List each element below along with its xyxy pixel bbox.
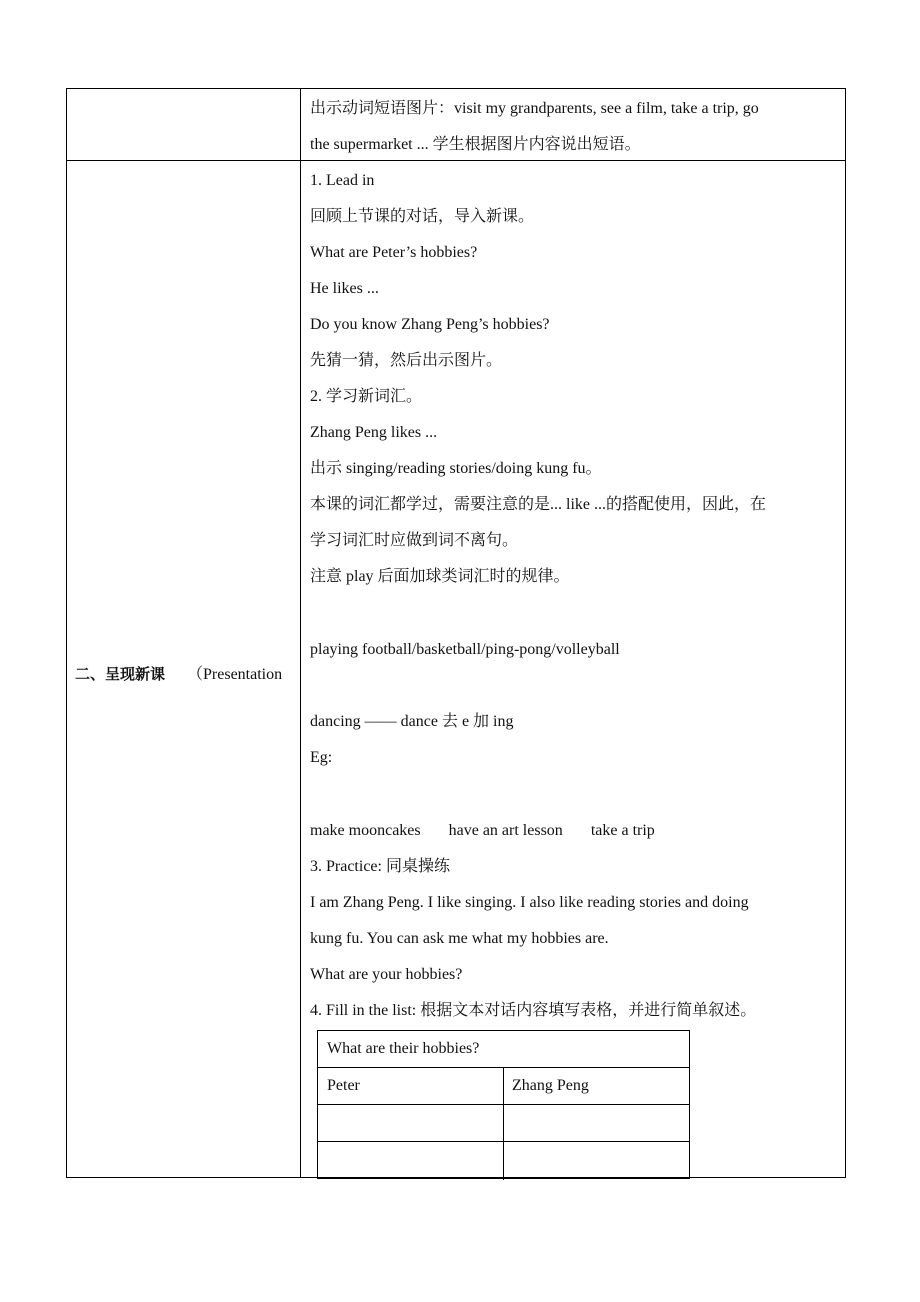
example-phrase: make mooncakes	[310, 822, 421, 839]
section-label-cn: 二、呈现新课	[75, 665, 166, 683]
section-label-en: （Presentation	[187, 666, 283, 683]
vocab-heading: 2. 学习新词汇。	[310, 388, 423, 405]
content-line: I am Zhang Peng. I like singing. I also like reading stories and doing	[310, 894, 749, 911]
content-line: dancing —— dance 去 e 加 ing	[310, 713, 514, 730]
content-line: kung fu. You can ask me what my hobbies are.	[310, 930, 609, 947]
example-phrase: have an art lesson	[448, 822, 563, 839]
content-line: Do you know Zhang Peng’s hobbies?	[310, 316, 550, 333]
content-line: What are your hobbies?	[310, 966, 463, 983]
content-line: playing football/basketball/ping-pong/volleyball	[310, 641, 620, 658]
content-line: He likes ...	[310, 280, 379, 297]
practice-heading: 3. Practice: 同桌操练	[310, 858, 450, 875]
content-line: 注意 play 后面加球类词汇时的规律。	[310, 568, 570, 585]
fill-in-heading: 4. Fill in the list: 根据文本对话内容填写表格，并进行简单叙述。	[310, 1002, 757, 1019]
table-cell-empty[interactable]	[504, 1105, 689, 1140]
table-cell-empty[interactable]	[318, 1142, 503, 1178]
examples-line	[310, 821, 655, 841]
content-line: Zhang Peng likes ...	[310, 424, 438, 441]
row-divider	[67, 160, 845, 161]
hobbies-table	[317, 1030, 690, 1179]
table-cell-empty[interactable]	[504, 1142, 689, 1178]
section-label	[75, 661, 282, 684]
content-line: 先猜一猜，然后出示图片。	[310, 352, 503, 369]
content-line: 回顾上节课的对话，导入新课。	[310, 208, 535, 225]
content-line: Eg:	[310, 749, 333, 766]
content-line: 出示 singing/reading stories/doing kung fu。	[310, 460, 602, 477]
column-header-zhang-peng: Zhang Peng	[512, 1077, 589, 1094]
hobbies-table-title: What are their hobbies?	[327, 1040, 480, 1057]
column-divider	[300, 89, 301, 1177]
lead-in-heading: 1. Lead in	[310, 172, 375, 189]
content-line: 学习词汇时应做到词不离句。	[310, 532, 519, 549]
row1-line2: the supermarket ... 学生根据图片内容说出短语。	[310, 136, 641, 153]
table-cell-empty[interactable]	[318, 1105, 503, 1140]
content-line: 本课的词汇都学过，需要注意的是... like ...的搭配使用，因此，在	[310, 496, 766, 513]
content-line: What are Peter’s hobbies?	[310, 244, 478, 261]
row1-line1: 出示动词短语图片：visit my grandparents, see a film, take a trip, go	[310, 100, 759, 117]
lesson-plan-table	[66, 88, 846, 1178]
column-header-peter: Peter	[327, 1077, 360, 1094]
example-phrase: take a trip	[590, 822, 655, 839]
